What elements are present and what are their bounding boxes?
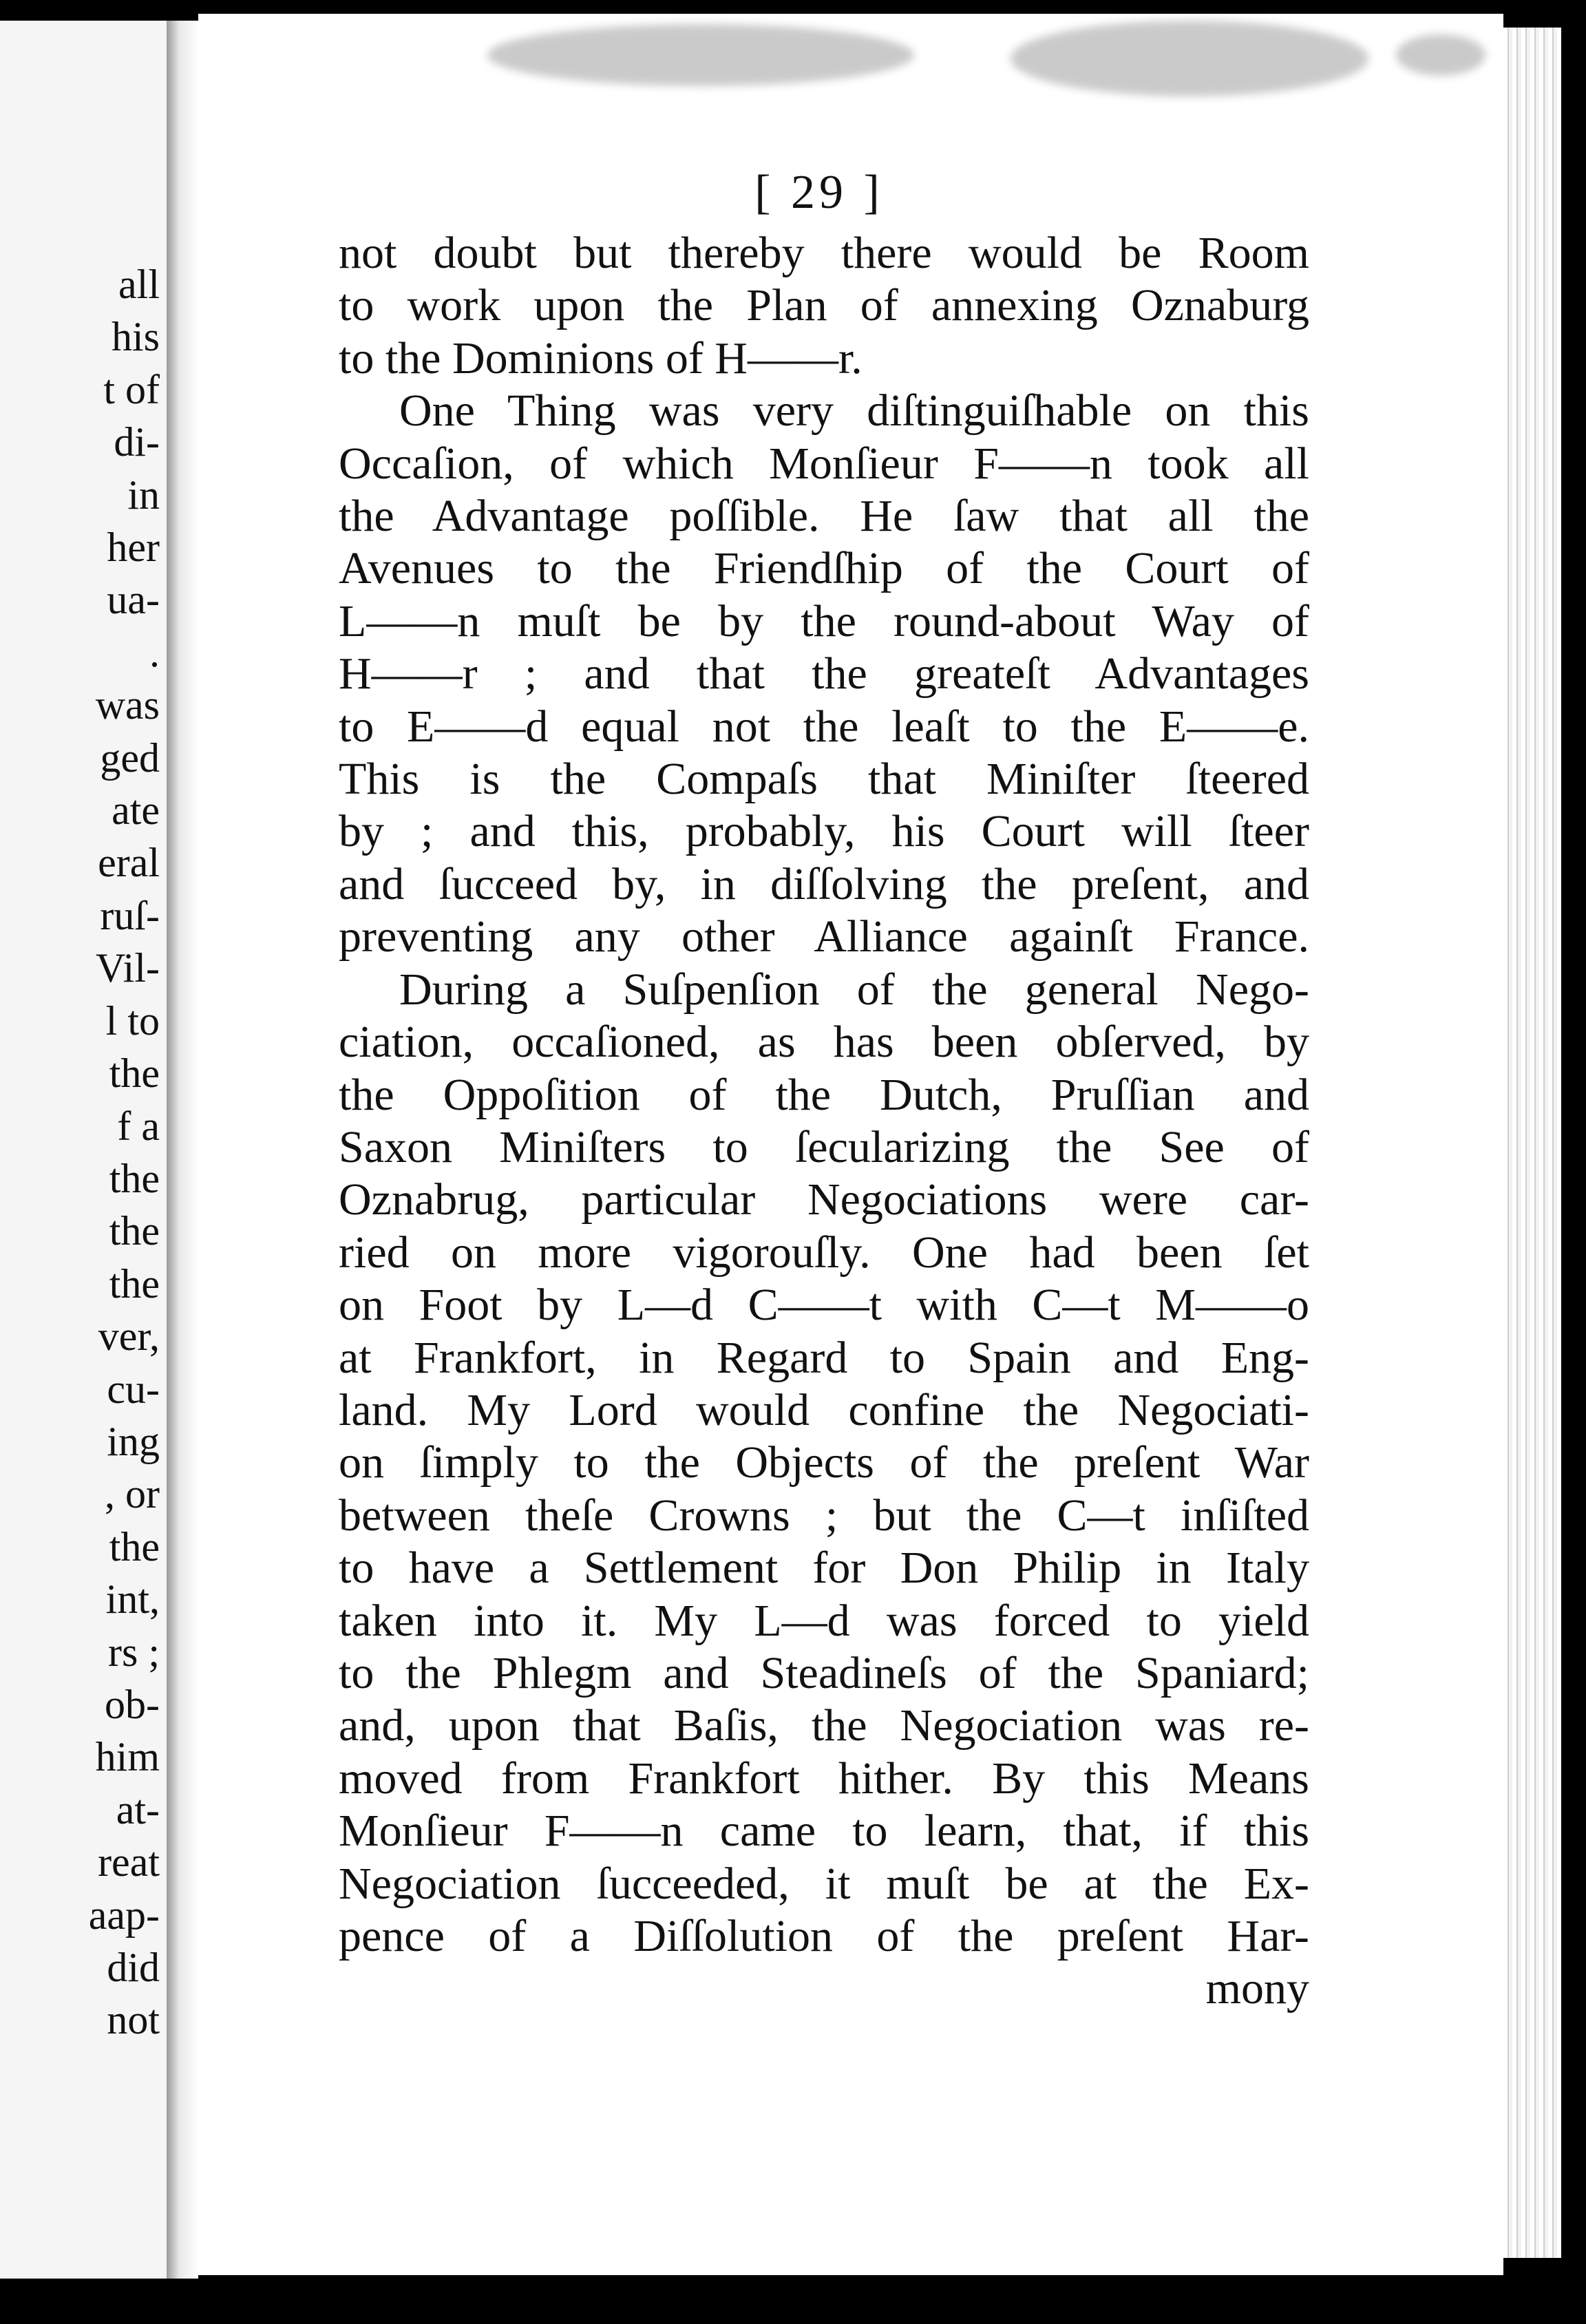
- fragment-line: t of: [103, 366, 160, 412]
- text-line: Avenues to the Friendſhip of the Court of: [339, 543, 1309, 594]
- text-line: to have a Settlement for Don Philip in Italy: [339, 1543, 1309, 1594]
- fragment-line: ver,: [98, 1313, 160, 1360]
- fragment-line: ruſ-: [100, 892, 160, 938]
- fragment-line: all: [118, 262, 160, 307]
- text-line: moved from Frankfort hither. By this Means: [339, 1753, 1309, 1804]
- body-text: [339, 227, 1309, 2016]
- text-line: and ſucceed by, in diſſolving the preſent, and: [339, 858, 1309, 909]
- fragment-line: the: [109, 1260, 160, 1307]
- text-line: on ſimply to the Objects of the preſent War: [339, 1437, 1309, 1488]
- fragment-line: his: [111, 314, 160, 360]
- text-line: ciation, occaſioned, as has been obſerved, by: [339, 1017, 1309, 1068]
- text-line: pence of a Diſſolution of the preſent Har-: [339, 1911, 1309, 1961]
- text-line: to the Phlegm and Steadineſs of the Spaniard;: [339, 1647, 1309, 1698]
- fragment-line: the: [109, 1208, 160, 1254]
- ink-stain: [1011, 21, 1368, 96]
- text-line: Negociation ſucceeded, it muſt be at the Ex-: [339, 1858, 1309, 1909]
- text-line: preventing any other Alliance againſt France.: [339, 911, 1309, 962]
- text-line: Oznabrug, particular Negociations were car-: [339, 1174, 1309, 1225]
- text-line: and, upon that Baſis, the Negociation was re-: [339, 1700, 1309, 1751]
- fragment-line: was: [95, 682, 160, 728]
- text-line: L——n muſt be by the round-about Way of: [339, 595, 1309, 646]
- fragment-line: , or: [105, 1471, 160, 1517]
- text-line: Saxon Miniſters to ſecularizing the See of: [339, 1121, 1309, 1172]
- fragment-line: ing: [107, 1418, 160, 1464]
- fragment-line: her: [107, 525, 160, 571]
- text-line: on Foot by L—d C——t with C—t M——o: [339, 1280, 1309, 1331]
- fragment-line: int,: [105, 1576, 160, 1623]
- text-line: ried on more vigorouſly. One had been ſet: [339, 1227, 1309, 1278]
- page-number: [ 29 ]: [754, 166, 884, 219]
- text-line: to E——d equal not the leaſt to the E——e.: [339, 701, 1309, 752]
- text-line: One Thing was very diſtinguiſhable on this: [399, 385, 1309, 436]
- fragment-line: f a: [117, 1103, 160, 1149]
- fragment-line: ob-: [105, 1681, 160, 1727]
- fragment-line: in: [127, 472, 160, 518]
- text-line: land. My Lord would confine the Negociati-: [339, 1384, 1309, 1435]
- text-line: not doubt but thereby there would be Room: [339, 228, 1309, 278]
- text-line: between theſe Crowns ; but the C—t inſiſted: [339, 1490, 1309, 1541]
- text-line: During a Suſpenſion of the general Nego-: [399, 964, 1309, 1015]
- fragment-line: eral: [98, 840, 160, 886]
- facing-page-text-fragments: [4, 258, 162, 2047]
- fragment-line: the: [109, 1523, 160, 1570]
- text-line: This is the Compaſs that Miniſter ſteered: [339, 754, 1309, 805]
- text-line: the Advantage poſſible. He ſaw that all the: [339, 491, 1309, 542]
- fragment-line: aap-: [88, 1892, 160, 1938]
- fragment-line: ged: [100, 735, 160, 781]
- fragment-line: reat: [98, 1839, 160, 1885]
- facing-page-left: [0, 21, 167, 2279]
- fragment-line: ua-: [107, 577, 160, 623]
- fragment-line: l to: [105, 997, 160, 1044]
- text-line: H——r ; and that the greateſt Advantages: [339, 648, 1309, 699]
- fragment-line: cu-: [107, 1366, 160, 1412]
- fragment-line: di-: [114, 419, 160, 465]
- text-line: to work upon the Plan of annexing Oznaburg: [339, 280, 1309, 331]
- ink-stain: [1396, 34, 1485, 76]
- fragment-line: the: [109, 1155, 160, 1201]
- fragment-line: him: [95, 1734, 160, 1780]
- text-line: the Oppoſition of the Dutch, Pruſſian and: [339, 1069, 1309, 1120]
- fragment-line: ate: [112, 788, 160, 834]
- text-line: Monſieur F——n came to learn, that, if this: [339, 1806, 1309, 1857]
- text-line: at Frankfort, in Regard to Spain and Eng-: [339, 1332, 1309, 1383]
- fragment-line: .: [149, 629, 160, 675]
- fragment-line: did: [107, 1945, 160, 1990]
- fragment-line: not: [107, 1997, 160, 2043]
- fragment-line: rs ;: [108, 1629, 160, 1675]
- text-line: to the Dominions of H——r.: [339, 332, 863, 383]
- page-fore-edge: [1503, 28, 1561, 2258]
- text-line: by ; and this, probably, his Court will ſteer: [339, 806, 1309, 857]
- text-line: Occaſion, of which Monſieur F——n took all: [339, 438, 1309, 489]
- fragment-line: the: [109, 1050, 160, 1097]
- text-line: taken into it. My L—d was forced to yield: [339, 1595, 1309, 1646]
- ink-stain: [487, 24, 914, 86]
- fragment-line: at-: [116, 1786, 160, 1832]
- book-gutter: [167, 21, 198, 2279]
- catchword: mony: [1205, 1963, 1309, 2014]
- fragment-line: Vil-: [95, 945, 160, 991]
